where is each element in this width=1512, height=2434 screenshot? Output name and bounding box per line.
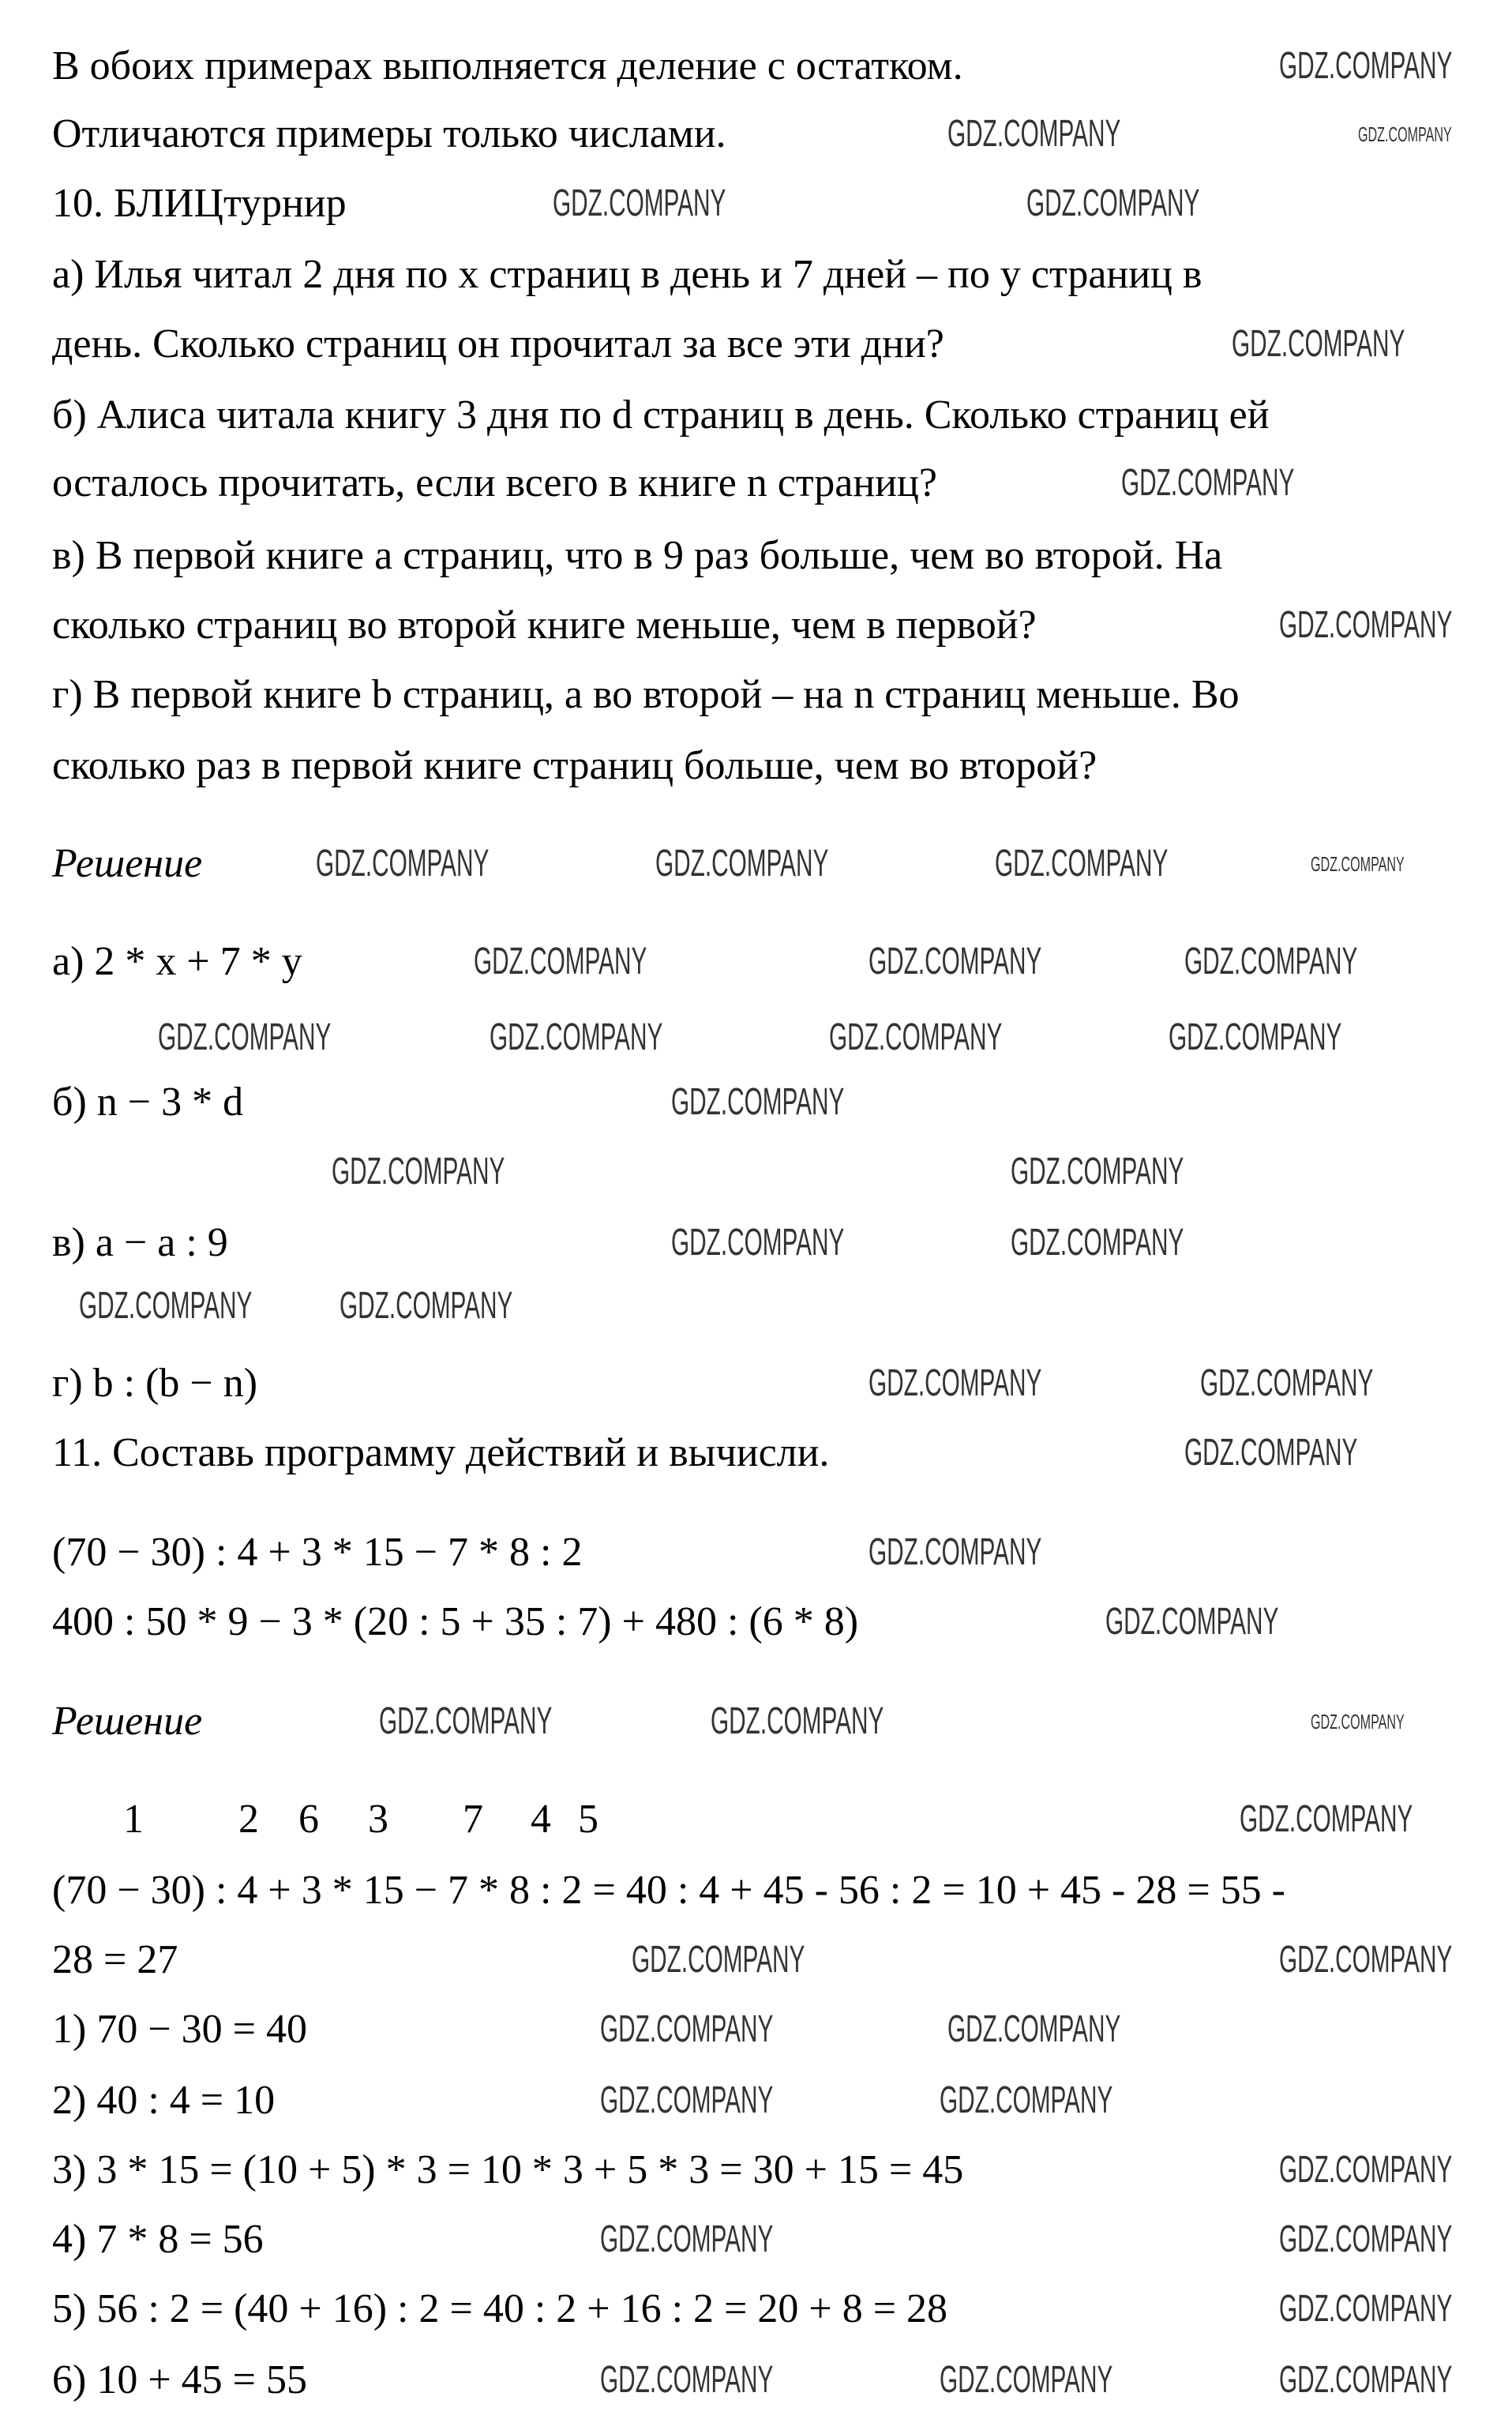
task-line: а) Илья читал 2 дня по x страниц в день и 7 дней – по y страниц в	[52, 252, 1202, 297]
watermark: GDZ.COMPANY	[600, 2218, 774, 2260]
step-line: 4) 7 * 8 = 56	[52, 2217, 264, 2262]
step-line: 2) 40 : 4 = 10	[52, 2078, 276, 2123]
task-line: в) В первой книге a страниц, что в 9 раз больше, чем во второй. На	[52, 533, 1223, 578]
watermark: GDZ.COMPANY	[869, 941, 1042, 982]
watermark: GDZ.COMPANY	[158, 1016, 332, 1058]
watermark: GDZ.COMPANY	[1200, 1362, 1374, 1404]
task-line: сколько раз в первой книге страниц больше, чем во второй?	[52, 743, 1097, 788]
intro-line: В обоих примерах выполняется деление с остатком.	[52, 43, 963, 88]
watermark: GDZ.COMPANY	[711, 1700, 884, 1742]
order-number: 4	[531, 1797, 551, 1842]
watermark: GDZ.COMPANY	[474, 941, 647, 982]
watermark: GDZ.COMPANY	[671, 1081, 845, 1123]
watermark: GDZ.COMPANY	[1011, 1151, 1184, 1193]
expression-line: (70 − 30) : 4 + 3 * 15 − 7 * 8 : 2	[52, 1530, 583, 1575]
watermark: GDZ.COMPANY	[947, 113, 1121, 155]
watermark: GDZ.COMPANY	[655, 843, 829, 885]
watermark: GDZ.COMPANY	[1184, 941, 1358, 982]
watermark: GDZ.COMPANY	[940, 2079, 1113, 2121]
watermark: GDZ.COMPANY	[553, 182, 726, 224]
watermark: GDZ.COMPANY	[632, 1939, 805, 1981]
watermark: GDZ.COMPANY	[947, 2008, 1121, 2050]
order-number: 5	[578, 1797, 598, 1842]
watermark: GDZ.COMPANY	[869, 1531, 1042, 1573]
watermark: GDZ.COMPANY	[332, 1151, 505, 1193]
task-11-title: 11. Составь программу действий и вычисли.	[52, 1430, 830, 1475]
watermark: GDZ.COMPANY	[340, 1285, 513, 1327]
watermark: GDZ.COMPANY	[940, 2359, 1113, 2401]
watermark: GDZ.COMPANY	[995, 843, 1169, 885]
task-10-title: 10. БЛИЦтурнир	[52, 181, 347, 226]
step-line: 1) 70 − 30 = 40	[52, 2007, 307, 2052]
watermark: GDZ.COMPANY	[316, 843, 490, 885]
watermark: GDZ.COMPANY	[1011, 1222, 1184, 1264]
solution-label: Решение	[52, 841, 203, 886]
watermark: GDZ.COMPANY	[1279, 1939, 1453, 1981]
watermark: GDZ.COMPANY	[1279, 2149, 1453, 2191]
answer-line: в) a − a : 9	[52, 1220, 228, 1265]
order-number: 6	[298, 1797, 319, 1842]
watermark: GDZ.COMPANY	[1240, 1798, 1413, 1840]
watermark: GDZ.COMPANY	[671, 1222, 845, 1264]
watermark: GDZ.COMPANY	[1121, 462, 1295, 504]
step-line: 3) 3 * 15 = (10 + 5) * 3 = 10 * 3 + 5 * 3 = 30 + 15 = 45	[52, 2147, 964, 2192]
order-number: 2	[238, 1797, 259, 1842]
answer-line: а) 2 * x + 7 * y	[52, 939, 302, 984]
solution-line: (70 − 30) : 4 + 3 * 15 − 7 * 8 : 2 = 40 : 4 + 45 - 56 : 2 = 10 + 45 - 28 = 55 -	[52, 1868, 1285, 1913]
watermark: GDZ.COMPANY	[1232, 323, 1405, 365]
watermark: GDZ.COMPANY	[829, 1016, 1003, 1058]
step-line: 6) 10 + 45 = 55	[52, 2357, 307, 2402]
solution-line: 28 = 27	[52, 1937, 178, 1982]
watermark: GDZ.COMPANY	[379, 1700, 553, 1742]
watermark: GDZ.COMPANY	[1311, 1710, 1405, 1733]
watermark: GDZ.COMPANY	[869, 1362, 1042, 1404]
watermark: GDZ.COMPANY	[1311, 852, 1405, 876]
answer-line: б) n − 3 * d	[52, 1080, 244, 1125]
watermark: GDZ.COMPANY	[1358, 122, 1452, 146]
order-number: 1	[123, 1797, 144, 1842]
watermark: GDZ.COMPANY	[490, 1016, 663, 1058]
watermark: GDZ.COMPANY	[1026, 182, 1200, 224]
watermark: GDZ.COMPANY	[1279, 45, 1453, 87]
solution-label: Решение	[52, 1699, 203, 1744]
expression-line: 400 : 50 * 9 − 3 * (20 : 5 + 35 : 7) + 480 : (6 * 8)	[52, 1599, 859, 1644]
watermark: GDZ.COMPANY	[1279, 2218, 1453, 2260]
order-number: 3	[368, 1797, 388, 1842]
intro-line: Отличаются примеры только числами.	[52, 111, 726, 156]
task-line: сколько страниц во второй книге меньше, чем в первой?	[52, 603, 1037, 648]
watermark: GDZ.COMPANY	[1105, 1601, 1279, 1643]
answer-line: г) b : (b − n)	[52, 1361, 258, 1406]
watermark: GDZ.COMPANY	[79, 1285, 253, 1327]
watermark: GDZ.COMPANY	[600, 2008, 774, 2050]
order-number: 7	[463, 1797, 483, 1842]
watermark: GDZ.COMPANY	[1169, 1016, 1342, 1058]
task-line: день. Сколько страниц он прочитал за все эти дни?	[52, 321, 944, 366]
watermark: GDZ.COMPANY	[1279, 2359, 1453, 2401]
watermark: GDZ.COMPANY	[600, 2079, 774, 2121]
watermark: GDZ.COMPANY	[1279, 604, 1453, 646]
step-line: 5) 56 : 2 = (40 + 16) : 2 = 40 : 2 + 16 : 2 = 20 + 8 = 28	[52, 2286, 948, 2331]
task-line: г) В первой книге b страниц, а во второй – на n страниц меньше. Во	[52, 672, 1240, 717]
task-line: б) Алиса читала книгу 3 дня по d страниц в день. Сколько страниц ей	[52, 393, 1270, 438]
watermark: GDZ.COMPANY	[1279, 2288, 1453, 2330]
task-line: осталось прочитать, если всего в книге n страниц?	[52, 460, 937, 505]
watermark: GDZ.COMPANY	[1184, 1432, 1358, 1474]
watermark: GDZ.COMPANY	[600, 2359, 774, 2401]
